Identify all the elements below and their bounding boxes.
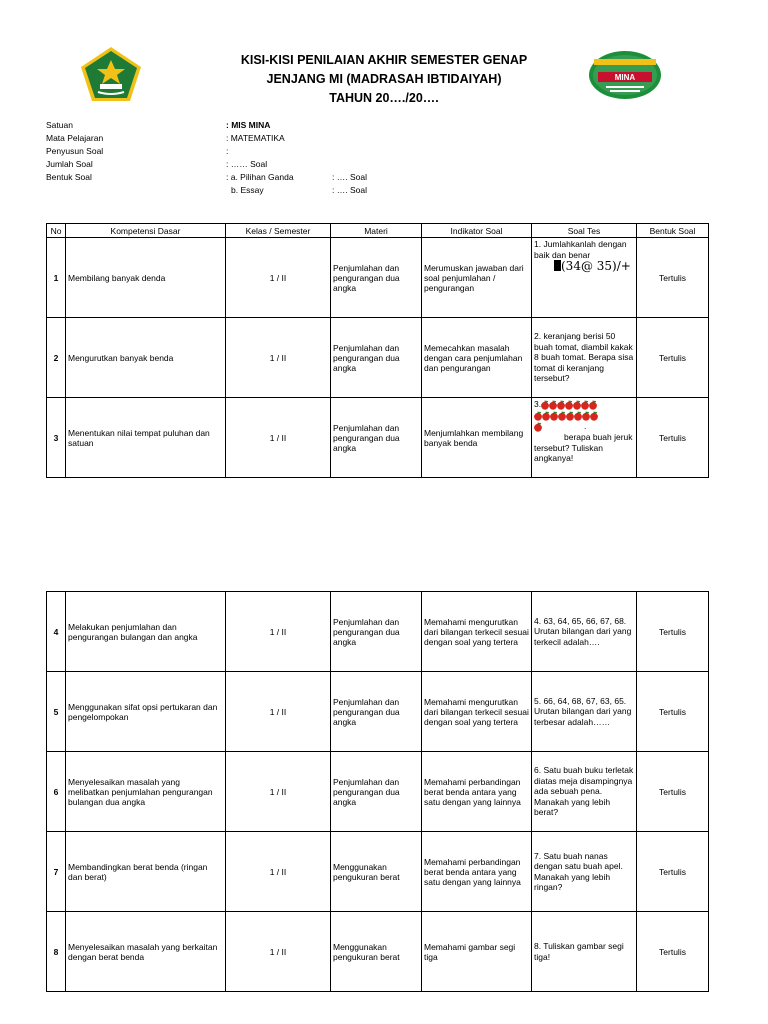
header-bentuk-soal: Bentuk Soal	[637, 224, 709, 238]
apple-icon	[533, 422, 543, 432]
row-materi: Penjumlahan dan pengurangan dua angka	[331, 318, 422, 398]
row-indikator: Menjumlahkan membilang banyak benda	[422, 398, 532, 478]
row-bentuk: Tertulis	[637, 238, 709, 318]
bentuk-option-a-value: : …. Soal	[332, 172, 367, 182]
title-line-1: KISI-KISI PENILAIAN AKHIR SEMESTER GENAP	[240, 53, 528, 67]
row-materi: Penjumlahan dan pengurangan dua angka	[331, 752, 422, 832]
header-soal-tes: Soal Tes	[532, 224, 637, 238]
row-kompetensi: Membandingkan berat benda (ringan dan berat)	[66, 832, 226, 912]
header-kelas-semester: Kelas / Semester	[226, 224, 331, 238]
row-kelas: 1 / II	[226, 398, 331, 478]
row-bentuk: Tertulis	[637, 592, 709, 672]
table-row	[47, 832, 709, 912]
row-bentuk: Tertulis	[637, 672, 709, 752]
apple-group-2	[534, 410, 598, 420]
table-row	[47, 592, 709, 672]
header-no: No	[47, 224, 66, 238]
mina-logo-icon	[588, 50, 662, 105]
title-line-3: TAHUN 20…./20….	[329, 91, 439, 105]
bentuk-option-b-value: : …. Soal	[332, 185, 367, 195]
row-materi: Penjumlahan dan pengurangan dua angka	[331, 592, 422, 672]
soal-text: berapa buah jeruk tersebut? Tuliskan angkanya!	[534, 432, 633, 463]
table-row	[47, 318, 709, 398]
soal-prefix: 3.	[534, 399, 542, 409]
row-kelas: 1 / II	[226, 832, 331, 912]
mapel-value: : MATEMATIKA	[226, 133, 285, 143]
row-kelas: 1 / II	[226, 592, 331, 672]
bentuk-label: Bentuk Soal	[46, 172, 92, 182]
soal-text: 1. Jumlahkanlah dengan baik dan benar	[534, 239, 627, 260]
row-kompetensi: Mengurutkan banyak benda	[66, 318, 226, 398]
row-materi: Penjumlahan dan pengurangan dua angka	[331, 398, 422, 478]
satuan-value: : MIS MINA	[226, 120, 271, 130]
kemenag-logo-icon	[80, 46, 142, 107]
penyusun-value: :	[226, 146, 229, 156]
row-soal	[532, 238, 637, 318]
kisi-table-part-1	[46, 223, 709, 478]
soal-formula	[554, 260, 634, 272]
row-indikator: Memahami perbandingan berat benda antara yang satu dengan yang lainnya	[422, 752, 532, 832]
row-kompetensi: Membilang banyak denda	[66, 238, 226, 318]
row-no: 6	[47, 752, 66, 832]
row-bentuk: Tertulis	[637, 832, 709, 912]
row-indikator: Memahami mengurutkan dari bilangan terkecil sesuai dengan soal yang tertera	[422, 672, 532, 752]
row-kompetensi: Menentukan nilai tempat puluhan dan satuan	[66, 398, 226, 478]
row-bentuk: Tertulis	[637, 912, 709, 992]
row-kelas: 1 / II	[226, 912, 331, 992]
row-materi: Menggunakan pengukuran berat	[331, 832, 422, 912]
mapel-label: Mata Pelajaran	[46, 133, 104, 143]
header-kompetensi-dasar: Kompetensi Dasar	[66, 224, 226, 238]
soal-dot: .	[584, 421, 587, 431]
row-no: 8	[47, 912, 66, 992]
jumlah-label: Jumlah Soal	[46, 159, 93, 169]
row-kompetensi: Melakukan penjumlahan dan pengurangan bulangan dan angka	[66, 592, 226, 672]
header-indikator-soal: Indikator Soal	[422, 224, 532, 238]
table-header-row	[47, 224, 709, 238]
title-line-2: JENJANG MI (MADRASAH IBTIDAIYAH)	[266, 72, 502, 86]
row-kompetensi: Menyelesaikan masalah yang berkaitan dengan berat benda	[66, 912, 226, 992]
row-no: 2	[47, 318, 66, 398]
bentuk-option-b: b. Essay	[231, 185, 264, 195]
row-materi: Menggunakan pengukuran berat	[331, 912, 422, 992]
row-indikator: Memahami perbandingan berat benda antara yang satu dengan yang lainnya	[422, 832, 532, 912]
row-soal: 8. Tuliskan gambar segi tiga!	[532, 912, 637, 992]
satuan-label: Satuan	[46, 120, 73, 130]
table-row	[47, 672, 709, 752]
header-materi: Materi	[331, 224, 422, 238]
bentuk-option-a: : a. Pilihan Ganda	[226, 172, 294, 182]
apple-group-1	[541, 399, 597, 409]
formula-text: (34@ 35)/+	[561, 259, 631, 273]
formula-block-icon	[554, 260, 561, 271]
penyusun-label: Penyusun Soal	[46, 146, 104, 156]
table-row	[47, 752, 709, 832]
row-no: 4	[47, 592, 66, 672]
row-indikator: Memahami gambar segi tiga	[422, 912, 532, 992]
row-no: 1	[47, 238, 66, 318]
soal-apples	[534, 399, 634, 432]
apple-icon	[588, 400, 598, 410]
row-no: 3	[47, 398, 66, 478]
row-no: 7	[47, 832, 66, 912]
mina-logo-text: MINA	[614, 73, 636, 82]
jumlah-value: : …… Soal	[226, 159, 268, 169]
row-soal	[532, 398, 637, 478]
row-no: 5	[47, 672, 66, 752]
row-materi: Penjumlahan dan pengurangan dua angka	[331, 672, 422, 752]
row-kelas: 1 / II	[226, 318, 331, 398]
row-bentuk: Tertulis	[637, 318, 709, 398]
apple-group-3	[534, 421, 542, 431]
row-indikator: Merumuskan jawaban dari soal penjumlahan / pengurangan	[422, 238, 532, 318]
row-kompetensi: Menyelesaikan masalah yang melibatkan penjumlahan pengurangan bulangan dua angka	[66, 752, 226, 832]
row-soal: 4. 63, 64, 65, 66, 67, 68. Urutan bilangan dari yang terkecil adalah….	[532, 592, 637, 672]
kisi-table-part-2	[46, 591, 709, 992]
table-row	[47, 912, 709, 992]
table-row	[47, 238, 709, 318]
row-materi: Penjumlahan dan pengurangan dua angka	[331, 238, 422, 318]
row-bentuk: Tertulis	[637, 752, 709, 832]
row-kelas: 1 / II	[226, 672, 331, 752]
row-kelas: 1 / II	[226, 752, 331, 832]
row-indikator: Memahami mengurutkan dari bilangan terkecil sesuai dengan soal yang tertera	[422, 592, 532, 672]
apple-icon	[589, 411, 599, 421]
row-soal: 6. Satu buah buku terletak diatas meja disampingnya ada sebuah pena. Manakah yang lebih berat?	[532, 752, 637, 832]
row-soal: 2. keranjang berisi 50 buah tomat, diambil kakak 8 buah tomat. Berapa sisa tomat di keranjang tersebut?	[532, 318, 637, 398]
table-row	[47, 398, 709, 478]
row-soal: 5. 66, 64, 68, 67, 63, 65. Urutan bilangan dari yang terbesar adalah……	[532, 672, 637, 752]
row-indikator: Memecahkan masalah dengan cara penjumlahan dan pengurangan	[422, 318, 532, 398]
row-kelas: 1 / II	[226, 238, 331, 318]
row-kompetensi: Menggunakan sifat opsi pertukaran dan pengelompokan	[66, 672, 226, 752]
row-bentuk: Tertulis	[637, 398, 709, 478]
row-soal: 7. Satu buah nanas dengan satu buah apel. Manakah yang lebih ringan?	[532, 832, 637, 912]
